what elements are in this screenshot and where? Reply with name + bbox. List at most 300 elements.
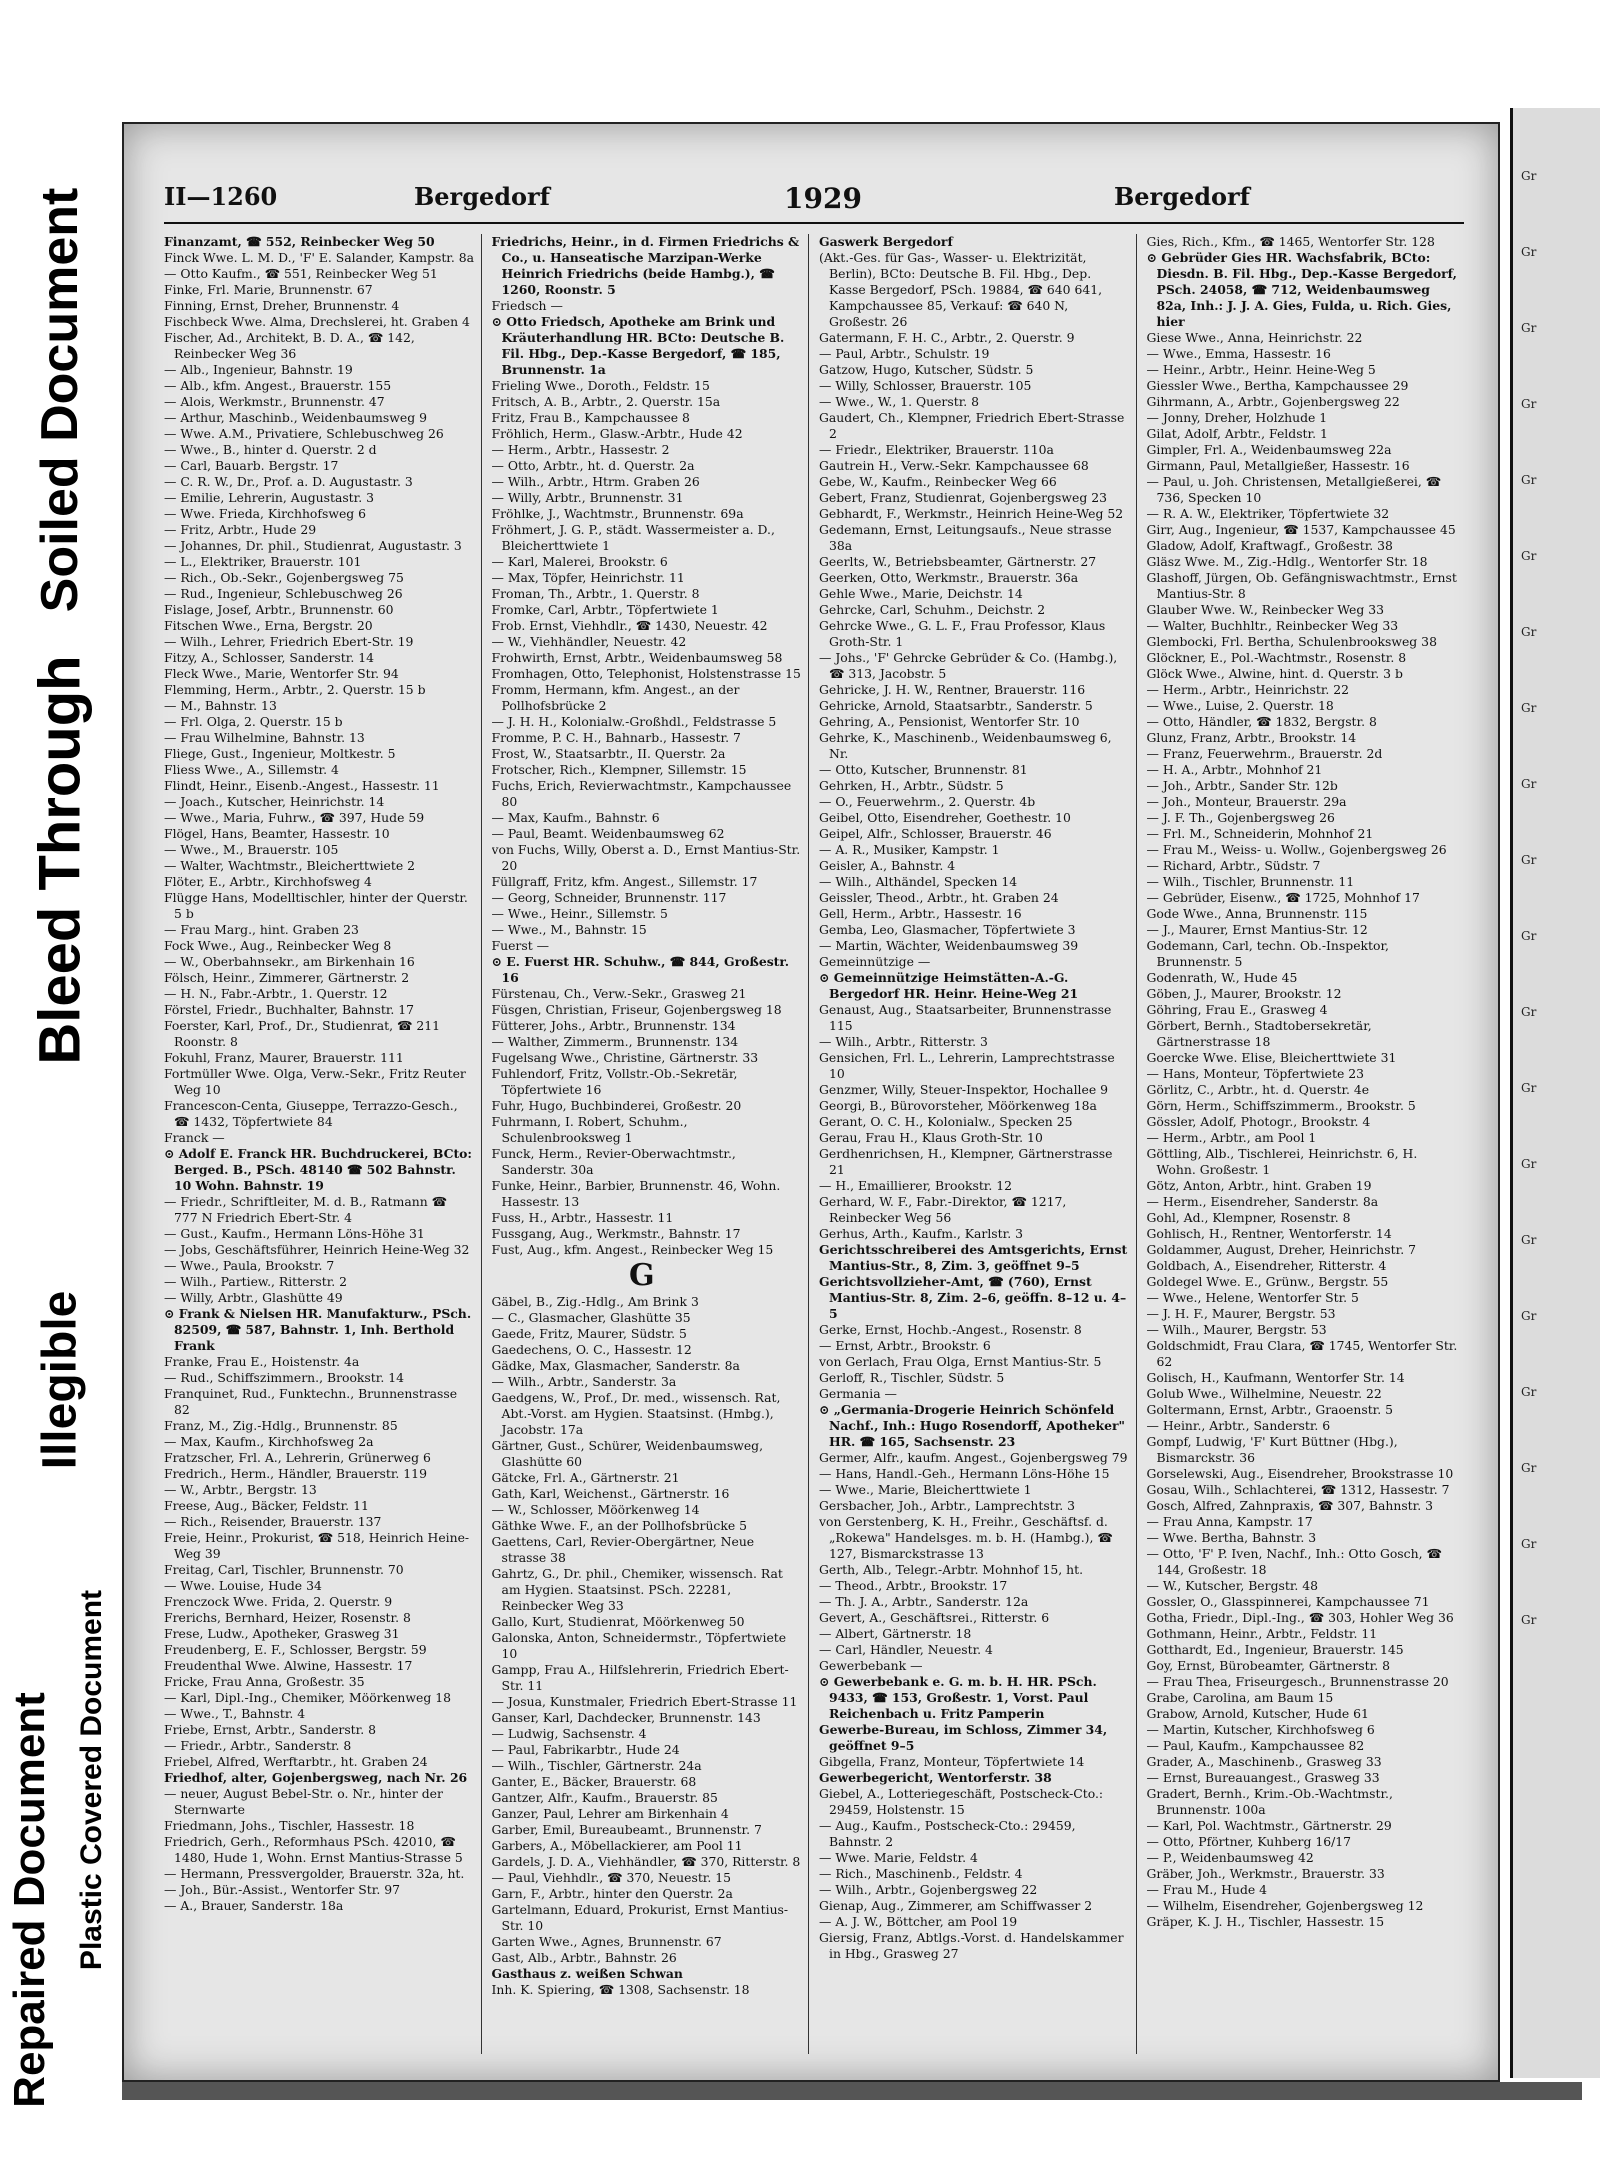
directory-entry: Fromme, P. C. H., Bahnarb., Hassestr. 7 (491, 730, 741, 745)
next-page-fragment: Gr (1521, 625, 1537, 639)
directory-entry: — Alb., Ingenieur, Bahnstr. 19 (164, 362, 353, 377)
directory-entry: Fuhrmann, I. Robert, Schuhm., Schulenbrooksweg 1 (491, 1114, 688, 1145)
directory-entry: Flögel, Hans, Beamter, Hassestr. 10 (164, 826, 390, 841)
directory-entry: Gäthke Wwe. F., an der Pollhofsbrücke 5 (491, 1518, 748, 1533)
next-page-fragment: Gr (1521, 473, 1537, 487)
next-page-fragment: Gr (1521, 1461, 1537, 1475)
directory-entry: — Rich., Reisender, Brauerstr. 137 (164, 1514, 382, 1529)
directory-entry: Fromm, Hermann, kfm. Angest., an der Pollhofsbrücke 2 (491, 682, 740, 713)
next-page-fragment: Gr (1521, 1233, 1537, 1247)
directory-entry: Fritz, Frau B., Kampchaussee 8 (491, 410, 690, 425)
directory-entry: Fussgang, Aug., Werkmstr., Bahnstr. 17 (491, 1226, 741, 1241)
directory-entry: Fuerst — (491, 938, 550, 953)
directory-entry: Garbers, A., Möbellackierer, am Pool 11 (491, 1838, 743, 1853)
directory-entry: Gersbacher, Joh., Arbtr., Lamprechtstr. 3 (819, 1498, 1076, 1513)
directory-entry: — Wwe. Bertha, Bahnstr. 3 (1146, 1530, 1317, 1545)
next-page-fragment: Gr (1521, 1385, 1537, 1399)
directory-entry: Genzmer, Willy, Steuer-Inspektor, Hochallee 9 (819, 1082, 1108, 1097)
directory-entry: — Wilhelm, Eisendreher, Gojenbergsweg 12 (1146, 1898, 1424, 1913)
directory-entry: — Otto, Arbtr., ht. d. Querstr. 2a (491, 458, 695, 473)
directory-entry: Garten Wwe., Agnes, Brunnenstr. 67 (491, 1934, 722, 1949)
directory-entry: — Wwe., B., hinter d. Querstr. 2 d (164, 442, 377, 457)
directory-entry: — Heinr., Arbtr., Heinr. Heine-Weg 5 (1146, 362, 1376, 377)
directory-entry: — J. F. Th., Gojenbergsweg 26 (1146, 810, 1335, 825)
directory-entry: Fischbeck Wwe. Alma, Drechslerei, ht. Graben 4 (164, 314, 470, 329)
directory-entry: Gimpler, Frl. A., Weidenbaumsweg 22a (1146, 442, 1392, 457)
directory-entry: — Wwe., Heinr., Sillemstr. 5 (491, 906, 668, 921)
directory-entry: Glashoff, Jürgen, Ob. Gefängniswachtmstr., Ernst Mantius-Str. 8 (1146, 570, 1457, 601)
directory-entry: Friedhof, alter, Gojenbergsweg, nach Nr. 26 (164, 1770, 468, 1785)
directory-entry: Fütterer, Johs., Arbtr., Brunnenstr. 134 (491, 1018, 736, 1033)
directory-entry: — Wilh., Tischler, Brunnenstr. 11 (1146, 874, 1355, 889)
directory-entry: Geerlts, W., Betriebsbeamter, Gärtnerstr. 27 (819, 554, 1097, 569)
directory-entry: Godemann, Carl, techn. Ob.-Inspektor, Brunnenstr. 5 (1146, 938, 1389, 969)
directory-entry: Gössler, Adolf, Photogr., Brookstr. 4 (1146, 1114, 1371, 1129)
directory-entry: — Herm., Eisendreher, Sanderstr. 8a (1146, 1194, 1379, 1209)
directory-entry: — Willy, Schlosser, Brauerstr. 105 (819, 378, 1032, 393)
directory-entry: — Otto, Kutscher, Brunnenstr. 81 (819, 762, 1028, 777)
directory-entry: Grader, A., Maschinenb., Grasweg 33 (1146, 1754, 1382, 1769)
directory-entry: — Th. J. A., Arbtr., Sanderstr. 12a (819, 1594, 1029, 1609)
directory-entry: Gebe, W., Kaufm., Reinbecker Weg 66 (819, 474, 1057, 489)
directory-entry: — A. R., Musiker, Kampstr. 1 (819, 842, 1000, 857)
directory-entry: Gewerbebank — (819, 1658, 923, 1673)
directory-entry: — A. J. W., Böttcher, am Pool 19 (819, 1914, 1018, 1929)
directory-entry: — Jobs, Geschäftsführer, Heinrich Heine-Weg 32 (164, 1242, 470, 1257)
directory-entry: Fuss, H., Arbtr., Hassestr. 11 (491, 1210, 674, 1225)
directory-entry: — Wwe., Luise, 2. Querstr. 18 (1146, 698, 1334, 713)
directory-entry: Fortmüller Wwe. Olga, Verw.-Sekr., Fritz Reuter Weg 10 (164, 1066, 466, 1097)
directory-entry: — Frau Anna, Kampstr. 17 (1146, 1514, 1313, 1529)
directory-entry: — Rud., Schiffszimmern., Brookstr. 14 (164, 1370, 404, 1385)
directory-entry: Gladow, Adolf, Kraftwagf., Großestr. 38 (1146, 538, 1393, 553)
directory-entry: — Richard, Arbtr., Südstr. 7 (1146, 858, 1321, 873)
directory-entry: — Wilh., Althändel, Specken 14 (819, 874, 1018, 889)
directory-entry: Gorselewski, Aug., Eisendreher, Brookstrasse 10 (1146, 1466, 1454, 1481)
directory-entry: Gatzow, Hugo, Kutscher, Südstr. 5 (819, 362, 1034, 377)
directory-entry: — Carl, Händler, Neuestr. 4 (819, 1642, 993, 1657)
directory-entry: — Wwe., M., Bahnstr. 15 (491, 922, 647, 937)
directory-entry: Fromhagen, Otto, Telephonist, Holstenstrasse 15 (491, 666, 801, 681)
next-page-fragment: Gr (1521, 1081, 1537, 1095)
directory-entry: — Joach., Kutscher, Heinrichstr. 14 (164, 794, 385, 809)
directory-entry: Frerichs, Bernhard, Heizer, Rosenstr. 8 (164, 1610, 411, 1625)
directory-entry: Fröhlke, J., Wachtmstr., Brunnenstr. 69a (491, 506, 744, 521)
next-page-fragment: Gr (1521, 1613, 1537, 1627)
directory-entry: von Fuchs, Willy, Oberst a. D., Ernst Mantius-Str. 20 (491, 842, 801, 873)
directory-entry: Goy, Ernst, Bürobeamter, Gärtnerstr. 8 (1146, 1658, 1390, 1673)
directory-entry: Fugelsang Wwe., Christine, Gärtnerstr. 33 (491, 1050, 759, 1065)
directory-entry: Freie, Heinr., Prokurist, ☎ 518, Heinrich Heine-Weg 39 (164, 1530, 470, 1561)
directory-entry: — Herm., Arbtr., Heinrichstr. 22 (1146, 682, 1350, 697)
directory-entry: — Wwe. Louise, Hude 34 (164, 1578, 322, 1593)
directory-entry: — Paul, Kaufm., Kampchaussee 82 (1146, 1738, 1365, 1753)
label-illegible: Illegible (33, 1290, 87, 1470)
directory-entry: — Josua, Kunstmaler, Friedrich Ebert-Strasse 11 (491, 1694, 798, 1709)
directory-entry: Fricke, Frau Anna, Großestr. 35 (164, 1674, 365, 1689)
directory-entry: — Johannes, Dr. phil., Studienrat, Augustastr. 3 (164, 538, 462, 553)
year-title: 1929 (784, 182, 862, 215)
directory-entry: Geerken, Otto, Werkmstr., Brauerstr. 36a (819, 570, 1079, 585)
directory-entry: — Paul, Viehhdlr., ☎ 370, Neuestr. 15 (491, 1870, 732, 1885)
directory-entry: — Walther, Zimmerm., Brunnenstr. 134 (491, 1034, 739, 1049)
directory-entry: — Wwe., T., Bahnstr. 4 (164, 1706, 306, 1721)
directory-entry: — Friedr., Schriftleiter, M. d. B., Ratmann ☎ 777 N Friedrich Ebert-Str. 4 (164, 1194, 448, 1225)
directory-entry: Fröhlich, Herm., Glasw.-Arbtr., Hude 42 (491, 426, 743, 441)
directory-entry: Gotthardt, Ed., Ingenieur, Brauerstr. 145 (1146, 1642, 1404, 1657)
directory-entry: Gläsz Wwe. M., Zig.-Hdlg., Wentorfer Str. 18 (1146, 554, 1428, 569)
directory-entry: Flindt, Heinr., Eisenb.-Angest., Hassestr. 11 (164, 778, 440, 793)
directory-entry: Götz, Anton, Arbtr., hint. Graben 19 (1146, 1178, 1372, 1193)
directory-column-4 (1147, 234, 1465, 2054)
directory-entry: — Wilh., Arbtr., Ritterstr. 3 (819, 1034, 988, 1049)
directory-entry: — Karl, Pol. Wachtmstr., Gärtnerstr. 29 (1146, 1818, 1392, 1833)
directory-entry: — Wilh., Arbtr., Htrm. Graben 26 (491, 474, 700, 489)
directory-entry: Frotscher, Rich., Klempner, Sillemstr. 15 (491, 762, 747, 777)
directory-entry: Freudenberg, E. F., Schlosser, Bergstr. 59 (164, 1642, 427, 1657)
next-page-fragment: Gr (1521, 169, 1537, 183)
directory-entry: Glunz, Franz, Arbtr., Brookstr. 14 (1146, 730, 1357, 745)
directory-entry: — W., Schlosser, Möörkenweg 14 (491, 1502, 700, 1517)
directory-entry: Gebert, Franz, Studienrat, Gojenbergsweg 23 (819, 490, 1107, 505)
directory-entry: Gaedgens, W., Prof., Dr. med., wissensch. Rat, Abt.-Vorst. am Hygien. Staatsinst. (Hmbg.), Jacobstr. 17a (491, 1390, 781, 1437)
directory-entry: — Wilh., Arbtr., Sanderstr. 3a (491, 1374, 677, 1389)
directory-entry: Gartelmann, Eduard, Prokurist, Ernst Mantius-Str. 10 (491, 1902, 789, 1933)
directory-entry: Gedemann, Ernst, Leitungsaufs., Neue strasse 38a (819, 522, 1112, 553)
directory-entry: Geibel, Otto, Eisendreher, Goethestr. 10 (819, 810, 1071, 825)
directory-entry: Gode Wwe., Anna, Brunnenstr. 115 (1146, 906, 1368, 921)
directory-entry: Gaede, Fritz, Maurer, Südstr. 5 (491, 1326, 687, 1341)
directory-entry: Förstel, Friedr., Buchhalter, Bahnstr. 17 (164, 1002, 415, 1017)
directory-entry: — Wilh., Maurer, Bergstr. 53 (1146, 1322, 1327, 1337)
directory-entry: Fuchs, Erich, Revierwachtmstr., Kampchaussee 80 (491, 778, 792, 809)
directory-entry: Gies, Rich., Kfm., ☎ 1465, Wentorfer Str. 128 (1146, 234, 1435, 249)
directory-entry: — Paul, Arbtr., Schulstr. 19 (819, 346, 990, 361)
directory-entry: — Alb., kfm. Angest., Brauerstr. 155 (164, 378, 392, 393)
directory-entry: Fratzscher, Frl. A., Lehrerin, Grünerweg 6 (164, 1450, 431, 1465)
running-title-left: Bergedorf (414, 182, 551, 211)
directory-entry: — Emilie, Lehrerin, Augustastr. 3 (164, 490, 374, 505)
directory-entry: Finning, Ernst, Dreher, Brunnenstr. 4 (164, 298, 400, 313)
directory-entry: — Willy, Arbtr., Glashütte 49 (164, 1290, 343, 1305)
directory-entry: — Walter, Buchhltr., Reinbecker Weg 33 (1146, 618, 1399, 633)
directory-entry: — Wwe. A.M., Privatiere, Schlebuschweg 26 (164, 426, 444, 441)
directory-entry: — Joh., Bür.-Assist., Wentorfer Str. 97 (164, 1882, 400, 1897)
directory-entry: Fislage, Josef, Arbtr., Brunnenstr. 60 (164, 602, 394, 617)
running-head (164, 174, 1464, 224)
label-strip (0, 0, 120, 2177)
directory-entry: — W., Viehhändler, Neuestr. 42 (491, 634, 687, 649)
directory-entry: Goldammer, August, Dreher, Heinrichstr. 7 (1146, 1242, 1416, 1257)
directory-entry: — Wwe., M., Brauerstr. 105 (164, 842, 339, 857)
directory-entry: Gatermann, F. H. C., Arbtr., 2. Querstr. 9 (819, 330, 1075, 345)
next-page-fragment: Gr (1521, 1005, 1537, 1019)
next-page-fragment: Gr (1521, 1537, 1537, 1551)
directory-entry: Gehrken, H., Arbtr., Südstr. 5 (819, 778, 1004, 793)
directory-entry: — Aug., Kaufm., Postscheck-Cto.: 29459, Bahnstr. 2 (819, 1818, 1076, 1849)
directory-entry: — Carl, Bauarb. Bergstr. 17 (164, 458, 339, 473)
directory-entry: — Rud., Ingenieur, Schlebuschweg 26 (164, 586, 403, 601)
directory-entry: Flemming, Herm., Arbtr., 2. Querstr. 15 b (164, 682, 426, 697)
directory-entry: Glöckner, E., Pol.-Wachtmstr., Rosenstr. 8 (1146, 650, 1407, 665)
directory-entry: Gahrtz, G., Dr. phil., Chemiker, wissensch. Rat am Hygien. Staatsinst. PSch. 22281, Reinbecker Weg 33 (491, 1566, 783, 1613)
directory-entry: Gienap, Aug., Zimmerer, am Schiffwasser 2 (819, 1898, 1093, 1913)
directory-entry: Grabe, Carolina, am Baum 15 (1146, 1690, 1334, 1705)
label-bleed-through: Bleed Through (27, 655, 93, 1065)
directory-entry: Friebel, Alfred, Werftarbtr., ht. Graben 24 (164, 1754, 428, 1769)
directory-entry: Gohl, Ad., Klempner, Rosenstr. 8 (1146, 1210, 1351, 1225)
directory-entry: Gräper, K. J. H., Tischler, Hassestr. 15 (1146, 1914, 1385, 1929)
directory-entry: — Paul, u. Joh. Christensen, Metallgießerei, ☎ 736, Specken 10 (1146, 474, 1442, 505)
directory-entry: Gebhardt, F., Werkmstr., Heinrich Heine-Weg 52 (819, 506, 1124, 521)
directory-column-1 (164, 234, 482, 2054)
directory-entry: Gibgella, Franz, Monteur, Töpfertwiete 14 (819, 1754, 1085, 1769)
directory-entry: Gäbel, B., Zig.-Hdlg., Am Brink 3 (491, 1294, 699, 1309)
directory-entry: Germania — (819, 1386, 897, 1401)
directory-entry: ⊙ „Germania-Drogerie Heinrich Schönfeld Nachf., Inh.: Hugo Rosendorff, Apotheker" HR. ☎ 165, Sachsenstr. 23 (819, 1402, 1126, 1449)
directory-entry: — Frau M., Hude 4 (1146, 1882, 1268, 1897)
directory-entry: Görlitz, C., Arbtr., ht. d. Querstr. 4e (1146, 1082, 1370, 1097)
directory-entry: ⊙ Adolf E. Franck HR. Buchdruckerei, BCto: Berged. B., PSch. 48140 ☎ 502 Bahnstr. 10 Wohn. Bahnstr. 19 (164, 1146, 472, 1193)
directory-entry: Frost, W., Staatsarbtr., II. Querstr. 2a (491, 746, 726, 761)
directory-entry: — Jonny, Dreher, Holzhude 1 (1146, 410, 1328, 425)
directory-entry: Friedrichs, Heinr., in d. Firmen Friedrichs & Co., u. Hanseatische Marzipan-Werke Heinrich Friedrichs (beide Hambg.), ☎ 1260, Roonstr. 5 (491, 234, 800, 297)
directory-entry: — Wilh., Partiew., Ritterstr. 2 (164, 1274, 348, 1289)
next-page-fragment: Gr (1521, 777, 1537, 791)
directory-entry: — Hans, Handl.-Geh., Hermann Löns-Höhe 15 (819, 1466, 1110, 1481)
directory-entry: — Frau Thea, Friseurgesch., Brunnenstrasse 20 (1146, 1674, 1449, 1689)
directory-entry: Finanzamt, ☎ 552, Reinbecker Weg 50 (164, 234, 435, 249)
directory-entry: Fock Wwe., Aug., Reinbecker Weg 8 (164, 938, 392, 953)
directory-entry: Gohlisch, H., Rentner, Wentorferstr. 14 (1146, 1226, 1392, 1241)
directory-entry: Gerant, O. C. H., Kolonialw., Specken 25 (819, 1114, 1073, 1129)
directory-entry: — Paul, Fabrikarbtr., Hude 24 (491, 1742, 680, 1757)
directory-entry: — Gust., Kaufm., Hermann Löns-Höhe 31 (164, 1226, 425, 1241)
directory-entry: Gerichtsvollzieher-Amt, ☎ (760), Ernst Mantius-Str. 8, Zim. 2–6, geöffn. 8–12 u. 4–5 (819, 1274, 1127, 1321)
directory-entry: — Friedr., Arbtr., Sanderstr. 8 (164, 1738, 352, 1753)
directory-entry: Gerhard, W. F., Fabr.-Direktor, ☎ 1217, Reinbecker Weg 56 (819, 1194, 1067, 1225)
directory-entry: Geisler, A., Bahnstr. 4 (819, 858, 956, 873)
directory-entry: Gräber, Joh., Werkmstr., Brauerstr. 33 (1146, 1866, 1385, 1881)
next-page-fragment: Gr (1521, 245, 1537, 259)
label-repaired-document: Repaired Document (5, 1692, 54, 2108)
directory-entry: — Wwe. Marie, Feldstr. 4 (819, 1850, 978, 1865)
directory-entry: Füllgraff, Fritz, kfm. Angest., Sillemstr. 17 (491, 874, 758, 889)
directory-entry: Glembocki, Frl. Bertha, Schulenbrooksweg 38 (1146, 634, 1437, 649)
directory-entry: — Ernst, Arbtr., Brookstr. 6 (819, 1338, 991, 1353)
directory-entry: — Heinr., Arbtr., Sanderstr. 6 (1146, 1418, 1331, 1433)
directory-entry: Fust, Aug., kfm. Angest., Reinbecker Weg 15 (491, 1242, 774, 1257)
directory-entry: Gehring, A., Pensionist, Wentorfer Str. 10 (819, 714, 1080, 729)
directory-entry: Fokuhl, Franz, Maurer, Brauerstr. 111 (164, 1050, 404, 1065)
directory-entry: Gewerbe-Bureau, im Schloss, Zimmer 34, geöffnet 9–5 (819, 1722, 1108, 1753)
directory-entry: Flöter, E., Arbtr., Kirchhofsweg 4 (164, 874, 372, 889)
directory-entry: Gardels, J. D. A., Viehhändler, ☎ 370, Ritterstr. 8 (491, 1854, 801, 1869)
next-page-fragment: Gr (1521, 1157, 1537, 1171)
directory-entry: — Arthur, Maschinb., Weidenbaumsweg 9 (164, 410, 427, 425)
directory-entry: Gihrmann, A., Arbtr., Gojenbergsweg 22 (1146, 394, 1400, 409)
directory-entry: — Karl, Dipl.-Ing., Chemiker, Möörkenweg 18 (164, 1690, 451, 1705)
directory-entry: — Herm., Arbtr., Hassestr. 2 (491, 442, 670, 457)
next-page-fragment: Gr (1521, 1309, 1537, 1323)
directory-entry: Gehricke, J. H. W., Rentner, Brauerstr. 116 (819, 682, 1086, 697)
directory-entry: Gehricke, Arnold, Staatsarbtr., Sanderstr. 5 (819, 698, 1093, 713)
directory-entry: Friedmann, Johs., Tischler, Hassestr. 18 (164, 1818, 415, 1833)
directory-entry: Foerster, Karl, Prof., Dr., Studienrat, ☎ 211 Roonstr. 8 (164, 1018, 440, 1049)
directory-entry: Gerth, Alb., Telegr.-Arbtr. Mohnhof 15, ht. (819, 1562, 1084, 1577)
directory-entry: Freese, Aug., Bäcker, Feldstr. 11 (164, 1498, 369, 1513)
directory-entry: — Wwe., Emma, Hassestr. 16 (1146, 346, 1331, 361)
directory-entry: Giese Wwe., Anna, Heinrichstr. 22 (1146, 330, 1363, 345)
directory-entry: Gevert, A., Geschäftsrei., Ritterstr. 6 (819, 1610, 1050, 1625)
directory-entry: Göhring, Frau E., Grasweg 4 (1146, 1002, 1328, 1017)
directory-entry: — J. H. F., Maurer, Bergstr. 53 (1146, 1306, 1336, 1321)
directory-entry: — Willy, Arbtr., Brunnenstr. 31 (491, 490, 684, 505)
next-page-edge (1510, 108, 1600, 2078)
directory-entry: Garn, F., Arbtr., hinter den Querstr. 2a (491, 1886, 733, 1901)
directory-entry: — Frau Marg., hint. Graben 23 (164, 922, 359, 937)
directory-entry: Galonska, Anton, Schneidermstr., Töpfertwiete 10 (491, 1630, 787, 1661)
directory-entry: Gaedechens, O. C., Hassestr. 12 (491, 1342, 692, 1357)
directory-entry: — A., Brauer, Sanderstr. 18a (164, 1898, 344, 1913)
directory-entry: Frenczock Wwe. Frida, 2. Querstr. 9 (164, 1594, 393, 1609)
directory-entry: Fitzy, A., Schlosser, Sanderstr. 14 (164, 650, 374, 665)
directory-entry: — J., Maurer, Ernst Mantius-Str. 12 (1146, 922, 1368, 937)
directory-entry: Gemba, Leo, Glasmacher, Töpfertwiete 3 (819, 922, 1076, 937)
directory-entry: Grabow, Arnold, Kutscher, Hude 61 (1146, 1706, 1369, 1721)
directory-entry: Gerke, Ernst, Hochb.-Angest., Rosenstr. 8 (819, 1322, 1082, 1337)
directory-entry: — neuer, August Bebel-Str. o. Nr., hinter der Sternwarte (164, 1786, 443, 1817)
directory-entry: Giessler Wwe., Bertha, Kampchaussee 29 (1146, 378, 1409, 393)
directory-entry: — O., Feuerwehrm., 2. Querstr. 4b (819, 794, 1036, 809)
next-page-fragment: Gr (1521, 397, 1537, 411)
directory-entry: — Frau M., Weiss- u. Wollw., Gojenbergsweg 26 (1146, 842, 1447, 857)
directory-entry: Fleck Wwe., Marie, Wentorfer Str. 94 (164, 666, 399, 681)
directory-entry: Franquinet, Rud., Funktechn., Brunnenstrasse 82 (164, 1386, 458, 1417)
directory-entry: — Otto, Händler, ☎ 1832, Bergstr. 8 (1146, 714, 1377, 729)
directory-entry: Frese, Ludw., Apotheker, Grasweg 31 (164, 1626, 400, 1641)
directory-entry: Gosau, Wilh., Schlachterei, ☎ 1312, Hassestr. 7 (1146, 1482, 1450, 1497)
directory-entry: Gerhus, Arth., Kaufm., Karlstr. 3 (819, 1226, 1023, 1241)
directory-entry: Gallo, Kurt, Studienrat, Möörkenweg 50 (491, 1614, 745, 1629)
directory-entry: Franck — (164, 1130, 225, 1145)
directory-entry: Fliege, Gust., Ingenieur, Moltkestr. 5 (164, 746, 396, 761)
directory-entry: — Rich., Ob.-Sekr., Gojenbergsweg 75 (164, 570, 404, 585)
directory-entry: Girmann, Paul, Metallgießer, Hassestr. 16 (1146, 458, 1410, 473)
directory-entry: — Friedr., Elektriker, Brauerstr. 110a (819, 442, 1054, 457)
directory-entry: Fölsch, Heinr., Zimmerer, Gärtnerstr. 2 (164, 970, 410, 985)
directory-entry: — Wwe., Paula, Brookstr. 7 (164, 1258, 335, 1273)
directory-entry: Gärtner, Gust., Schürer, Weidenbaumsweg, Glashütte 60 (491, 1438, 764, 1469)
directory-entry: Gaudert, Ch., Klempner, Friedrich Ebert-Strasse 2 (819, 410, 1125, 441)
directory-entry: — Wilh., Tischler, Gärtnerstr. 24a (491, 1758, 702, 1773)
directory-entry: Inh. K. Spiering, ☎ 1308, Sachsenstr. 18 (491, 1982, 750, 1997)
label-plastic-covered-document: Plastic Covered Document (75, 1589, 108, 1971)
directory-entry: Giersig, Franz, Abtlgs.-Vorst. d. Handelskammer in Hbg., Grasweg 27 (819, 1930, 1124, 1961)
directory-entry: Fromke, Carl, Arbtr., Töpfertwiete 1 (491, 602, 719, 617)
directory-entry: — Otto Kaufm., ☎ 551, Reinbecker Weg 51 (164, 266, 438, 281)
directory-entry: von Gerstenberg, K. H., Freihr., Geschäftsf. d. „Rokewa" Handelsges. m. b. H. (Hambg.), ☎ 127, Bismarckstrasse 13 (819, 1514, 1113, 1561)
directory-entry: Göben, J., Maurer, Brookstr. 12 (1146, 986, 1342, 1001)
directory-entry: Gautrein H., Verw.-Sekr. Kampchaussee 68 (819, 458, 1089, 473)
directory-entry: Görbert, Bernh., Stadtobersekretär, Gärtnerstrasse 18 (1146, 1018, 1372, 1049)
running-title-right: Bergedorf (1114, 182, 1251, 211)
next-page-fragment: Gr (1521, 853, 1537, 867)
directory-entry: — Fritz, Arbtr., Hude 29 (164, 522, 317, 537)
directory-entry: — Wwe., W., 1. Querstr. 8 (819, 394, 980, 409)
directory-entry: Giebel, A., Lotteriegeschäft, Postscheck-Cto.: 29459, Holstenstr. 15 (819, 1786, 1104, 1817)
directory-entry: Gast, Alb., Arbtr., Bahnstr. 26 (491, 1950, 677, 1965)
directory-entry: ⊙ E. Fuerst HR. Schuhw., ☎ 844, Großestr. 16 (491, 954, 790, 985)
directory-entry: — Wilh., Arbtr., Gojenbergsweg 22 (819, 1882, 1038, 1897)
directory-entry: — Martin, Wächter, Weidenbaumsweg 39 (819, 938, 1079, 953)
directory-entry: Goltermann, Ernst, Arbtr., Graoenstr. 5 (1146, 1402, 1393, 1417)
directory-entry: — Max, Kaufm., Kirchhofsweg 2a (164, 1434, 374, 1449)
directory-entry: — C., Glasmacher, Glashütte 35 (491, 1310, 691, 1325)
directory-entry: — Ernst, Bureauangest., Grasweg 33 (1146, 1770, 1380, 1785)
directory-entry: Funck, Herm., Revier-Oberwachtmstr., Sanderstr. 30a (491, 1146, 736, 1177)
directory-entry: Goercke Wwe. Elise, Bleicherttwiete 31 (1146, 1050, 1397, 1065)
directory-page (122, 122, 1500, 2082)
directory-entry: — H. A., Arbtr., Mohnhof 21 (1146, 762, 1323, 777)
directory-entry: — Hans, Monteur, Töpfertwiete 23 (1146, 1066, 1365, 1081)
directory-entry: Golub Wwe., Wilhelmine, Neuestr. 22 (1146, 1386, 1382, 1401)
directory-entry: Genaust, Aug., Staatsarbeiter, Brunnenstrasse 115 (819, 1002, 1112, 1033)
directory-entry: Gotha, Friedr., Dipl.-Ing., ☎ 303, Hohler Weg 36 (1146, 1610, 1454, 1625)
directory-entry: Francescon-Centa, Giuseppe, Terrazzo-Gesch., ☎ 1432, Töpfertwiete 84 (164, 1098, 458, 1129)
directory-entry: — Frau Wilhelmine, Bahnstr. 13 (164, 730, 365, 745)
directory-entry: Gerichtsschreiberei des Amtsgerichts, Ernst Mantius-Str., 8, Zim. 3, geöffnet 9–5 (819, 1242, 1128, 1273)
directory-entry: Gaswerk Bergedorf (819, 234, 953, 249)
directory-entry: Fuhr, Hugo, Buchbinderei, Großestr. 20 (491, 1098, 742, 1113)
directory-entry: Gampp, Frau A., Hilfslehrerin, Friedrich Ebert-Str. 11 (491, 1662, 789, 1693)
directory-entry: Franz, M., Zig.-Hdlg., Brunnenstr. 85 (164, 1418, 398, 1433)
directory-entry: — Wwe., Helene, Wentorfer Str. 5 (1146, 1290, 1359, 1305)
directory-entry: — Wwe., Maria, Fuhrw., ☎ 397, Hude 59 (164, 810, 425, 825)
directory-entry: — Max, Kaufm., Bahnstr. 6 (491, 810, 660, 825)
directory-entry: Fitschen Wwe., Erna, Bergstr. 20 (164, 618, 373, 633)
directory-entry: Gasthaus z. weißen Schwan (491, 1966, 683, 1981)
directory-entry: — Paul, Beamt. Weidenbaumsweg 62 (491, 826, 725, 841)
directory-entry: — Rich., Maschinenb., Feldstr. 4 (819, 1866, 1023, 1881)
directory-entry: Gerloff, R., Tischler, Südstr. 5 (819, 1370, 1005, 1385)
directory-entry: Goldegel Wwe. E., Grünw., Bergstr. 55 (1146, 1274, 1389, 1289)
directory-entry: — Walter, Wachtmstr., Bleicherttwiete 2 (164, 858, 416, 873)
directory-entry: — Max, Töpfer, Heinrichstr. 11 (491, 570, 685, 585)
directory-entry: Froman, Th., Arbtr., 1. Querstr. 8 (491, 586, 700, 601)
directory-entry: Friedsch — (491, 298, 563, 313)
directory-entry: — P., Weidenbaumsweg 42 (1146, 1850, 1314, 1865)
directory-columns (164, 234, 1464, 2054)
directory-entry: Fritsch, A. B., Arbtr., 2. Querstr. 15a (491, 394, 721, 409)
directory-entry: Geissler, Theod., Arbtr., ht. Graben 24 (819, 890, 1059, 905)
directory-entry: Flügge Hans, Modelltischler, hinter der Querstr. 5 b (164, 890, 468, 921)
section-letter: G (628, 1258, 655, 1293)
directory-entry: ⊙ Gewerbebank e. G. m. b. H. HR. PSch. 9433, ☎ 153, Großestr. 1, Vorst. Paul Reichenbach u. Fritz Pamperin (819, 1674, 1097, 1721)
directory-entry: Georgi, B., Bürovorsteher, Möörkenweg 18a (819, 1098, 1097, 1113)
directory-entry: — W., Kutscher, Bergstr. 48 (1146, 1578, 1319, 1593)
directory-entry: Glauber Wwe. W., Reinbecker Weg 33 (1146, 602, 1384, 617)
directory-column-3 (819, 234, 1137, 2054)
scan-shadow (122, 2082, 1582, 2100)
directory-entry: Ganzer, Paul, Lehrer am Birkenhain 4 (491, 1806, 729, 1821)
directory-entry: Görn, Herm., Schiffszimmerm., Brookstr. 5 (1146, 1098, 1416, 1113)
directory-entry: Gantzer, Alfr., Kaufm., Brauerstr. 85 (491, 1790, 718, 1805)
directory-entry: — Alois, Werkmstr., Brunnenstr. 47 (164, 394, 385, 409)
directory-entry: Gehle Wwe., Marie, Deichstr. 14 (819, 586, 1023, 601)
directory-entry: — Herm., Arbtr., am Pool 1 (1146, 1130, 1317, 1145)
directory-entry: — M., Bahnstr. 13 (164, 698, 277, 713)
